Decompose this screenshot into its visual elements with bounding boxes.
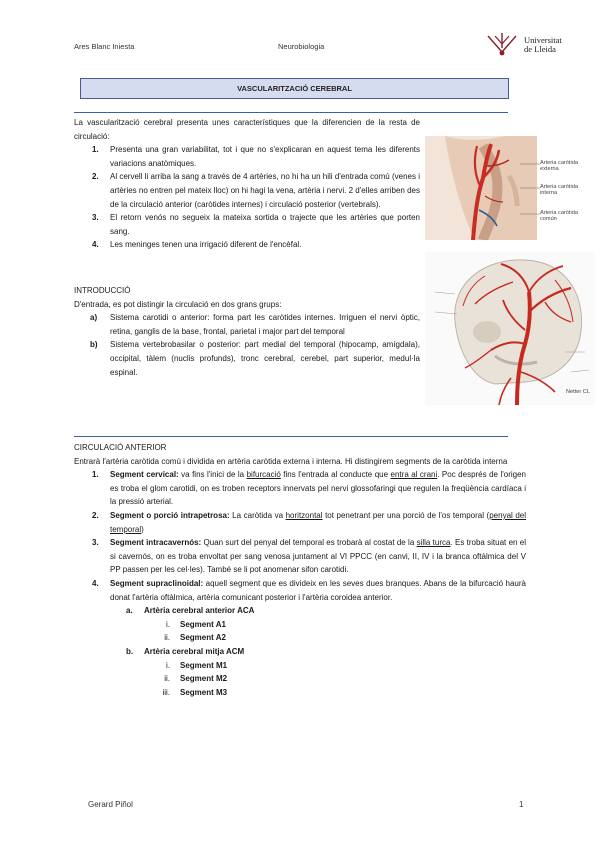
footer-author: Gerard Piñol [88, 800, 133, 809]
list-item: 3. El retorn venós no segueix la mateixa sortida o trajecte que les artèries que porten sang. [92, 213, 420, 236]
header-author: Ares Blanc Iniesta [74, 42, 135, 51]
segment-item: ii. Segment A2 [164, 633, 226, 643]
list-item: a) Sistema carotidi o anterior: forma part les caròtides internes. Irriguen el nervi òptic, retina, ganglis de la base, frontal, parietal i major part del temporal [90, 313, 420, 336]
segment-item: iii. Segment M3 [162, 687, 228, 697]
section-divider [74, 112, 508, 113]
section-divider [74, 436, 508, 437]
list-item: 4. Les meninges tenen una irrigació diferent de l'encèfal. [92, 240, 302, 250]
list-item: b) Sistema vertebrobasilar o posterior: part medial del temporal (hipocamp, amígdala), occipital, tàlem (nuclis profunds), tronc cerebral, cerebel, part superior, medul·la espinal. [90, 340, 420, 377]
label-external-carotid: Arteria carótida externa [540, 160, 578, 173]
leader-lines [520, 160, 540, 220]
intro-section [74, 116, 420, 252]
page-number: 1 [519, 800, 524, 809]
circulacio-text: Entrarà l'artèria caròtida comú i dividida en artèria caròtida externa i interna. Hi distingirem segments de la caròtida interna [74, 456, 508, 466]
circulacio-section [74, 441, 526, 699]
list-item: 4. Segment supraclinoidal: aquell segment que es divideix en les seves dues branques. Abans de la bifurcació haurà donat l'artèria oftàlmica, artèria comunicant posterior i l'artèria coroidea anterior. [92, 578, 526, 602]
list-item: 2. Al cervell li arriba la sang a través de 4 artèries, no hi ha un hili d'entrada comú (venes i artèries no entren pel mateix lloc) on hi hagi la vena, artèria i nervi. 2 d'elles arriben des de la circulació anterior (caròtides internes) i circulació posterior (vertebrals). [92, 172, 420, 209]
branch-item: a. Artèria cerebral anterior ACA [126, 606, 255, 616]
segment-item: i. Segment A1 [166, 619, 226, 629]
university-logo-icon [482, 32, 522, 56]
intro-list [74, 143, 420, 252]
segment-item: i. Segment M1 [166, 660, 228, 670]
header-subject: Neurobiologia [278, 42, 325, 51]
label-internal-carotid: Arteria carótida interna [540, 184, 578, 197]
list-item: 2. Segment o porció intrapetrosa: La caròtida va horitzontal tot penetrant per una porció de l'os temporal (penyal del temporal) [92, 510, 527, 534]
figure2-signature: Netter CL [566, 389, 590, 395]
list-item: 3. Segment intracavernós: Quan surt del penyal del temporal es trobarà al costat de la silla turca. Es troba situat en el si cavernós, on es troba envoltat per sang venosa juntament al VI PPCC (en canvi, II, IV i la branca oftàlmica del V PP passen per les cel·les). També se li pot anomenar sifon carotidi. [92, 538, 526, 575]
list-item: 1. Segment cervical: va fins l'inici de la bifurcació fins l'entrada al conducte que entra al crani. Poc després de l'origen es troba el glom carotidi, on es troben receptors innervats pel nervi glossofaringi que regulen la freqüència cardíaca i la pressió arterial. [92, 470, 526, 507]
head-arteries-illustration [425, 252, 595, 405]
list-item: 1. Presenta una gran variabilitat, tot i que no s'explicaran en aquest tema les diferents variacions anatòmiques. [92, 145, 420, 168]
introduccio-heading: INTRODUCCIÓ [74, 286, 131, 295]
university-name: Universitat de Lleida [524, 35, 562, 54]
page-title: VASCULARITZACIÓ CEREBRAL [80, 78, 509, 99]
circulacio-heading: CIRCULACIÓ ANTERIOR [74, 443, 167, 452]
branch-item: b. Artèria cerebral mitja ACM [126, 646, 245, 656]
label-common-carotid: Arteria carótida común [540, 210, 578, 223]
introduccio-section [74, 284, 420, 379]
segment-item: ii. Segment M2 [164, 674, 228, 684]
introduccio-text: D'entrada, es pot distingir la circulació en dos grans grups: [74, 299, 282, 309]
intro-text: La vascularització cerebral presenta unes característiques que la diferencien de la resta de circulació: [74, 118, 420, 141]
